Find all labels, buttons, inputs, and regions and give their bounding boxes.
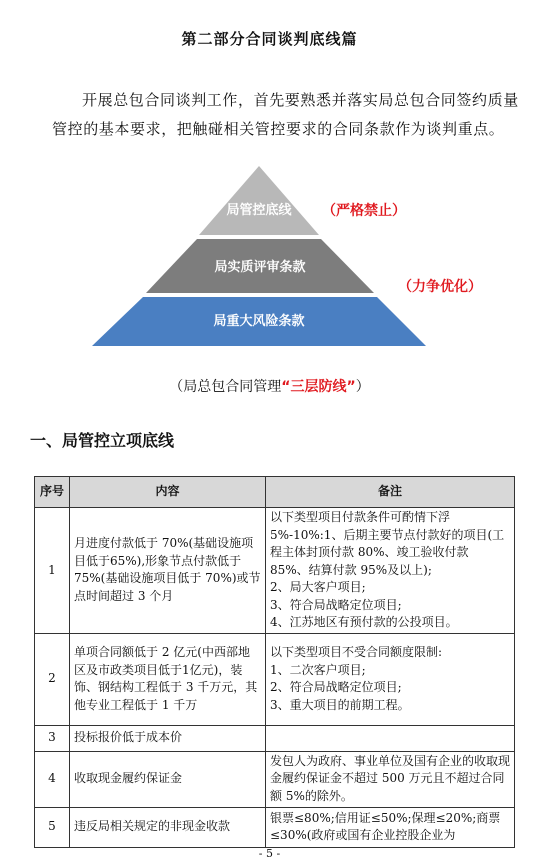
row-number: 5 [35, 807, 70, 847]
row-number: 1 [35, 508, 70, 634]
note-line: 3、重大项目的前期工程。 [270, 697, 410, 712]
pyramid-tag-strive-optimize: （力争优化） [398, 279, 482, 295]
caption-suffix: ） [355, 379, 370, 395]
note-line: 发包人为政府、事业单位及国有企业的收取现金履约保证金不超过 500 万元且不超过合同额 5%的除外。 [270, 753, 511, 803]
page-title: 第二部分合同谈判底线篇 [181, 30, 358, 48]
pyramid-level-top [199, 166, 319, 235]
row-notes [266, 751, 515, 807]
pyramid-caption [0, 376, 539, 396]
bottom-line-table [34, 476, 515, 848]
pyramid-level-middle-label: 局实质评审条款 [214, 260, 306, 275]
table-row [35, 633, 515, 725]
row-notes [266, 725, 515, 751]
intro-paragraph: 开展总包合同谈判工作，首先要熟悉并落实局总包合同签约质量管控的基本要求，把触碰相关管控要求的合同条款作为谈判重点。 [52, 91, 519, 138]
pyramid-level-bottom-label: 局重大风险条款 [213, 314, 305, 329]
row-content: 违反局相关规定的非现金收款 [70, 807, 266, 847]
row-number: 4 [35, 751, 70, 807]
row-notes [266, 807, 515, 847]
pyramid-tag-strictly-forbidden: （严格禁止） [322, 203, 406, 219]
note-line: 以下类型项目不受合同额度限制: [270, 645, 443, 659]
caption-highlight: “三层防线” [281, 379, 356, 395]
header-notes: 备注 [266, 477, 515, 508]
table-row [35, 751, 515, 807]
defense-pyramid-diagram [0, 160, 539, 360]
row-content: 收取现金履约保证金 [70, 751, 266, 807]
section-heading: 一、局管控立项底线 [30, 431, 175, 450]
table-row [35, 508, 515, 634]
table-row [35, 807, 515, 847]
note-line: 以下类型项目付款条件可酌情下浮 5%-10%:1、后期主要节点付款好的项目(工程主体封顶付款 80%、竣工验收付款 85%、结算付款 95%及以上); [270, 510, 505, 577]
table-header-row [35, 477, 515, 508]
note-line: 银票≤80%;信用证≤50%;保理≤20%;商票≤30%(政府或国有企业控股企业为 [270, 810, 501, 842]
page-number: - 5 - [258, 847, 281, 860]
note-line: 2、局大客户项目; [270, 580, 366, 594]
row-content: 月进度付款低于 70%(基础设施项目低于65%),形象节点付款低于 75%(基础设施项目低于 70%)或节点时间超过 3 个月 [70, 508, 266, 634]
row-content: 单项合同额低于 2 亿元(中西部地区及市政类项目低于1亿元)，装饰、钢结构工程低于 3 千万元，其他专业工程低于 1 千万 [70, 633, 266, 725]
note-line: 1、二次客户项目; [270, 662, 366, 677]
note-line: 4、江苏地区有预付款的公投项目。 [270, 615, 458, 629]
caption-prefix: （局总包合同管理 [169, 379, 282, 395]
table-row [35, 725, 515, 751]
row-number: 2 [35, 633, 70, 725]
note-line: 3、符合局战略定位项目; [270, 597, 402, 612]
row-content: 投标报价低于成本价 [70, 725, 266, 751]
pyramid-level-top-label: 局管控底线 [226, 203, 292, 218]
header-number: 序号 [35, 477, 70, 508]
row-notes [266, 633, 515, 725]
header-content: 内容 [70, 477, 266, 508]
row-number: 3 [35, 725, 70, 751]
note-line: 2、符合局战略定位项目; [270, 680, 402, 694]
row-notes [266, 508, 515, 634]
